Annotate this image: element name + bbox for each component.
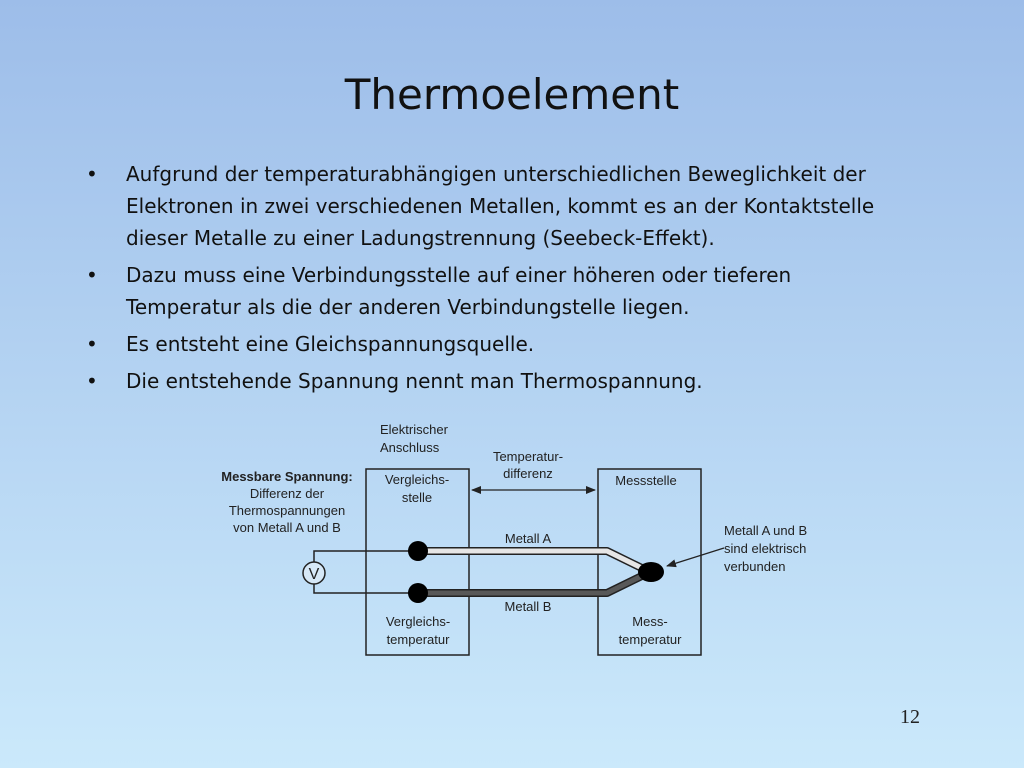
bullet-item — [86, 259, 926, 323]
label-temperaturdifferenz-l2: differenz — [503, 466, 553, 481]
label-messstelle: Messstelle — [615, 473, 677, 488]
bullet-text-line: Temperatur als die der anderen Verbindungstelle liegen. — [126, 295, 690, 319]
label-verbunden-l2: sind elektrisch — [724, 541, 807, 556]
bullet-marker: • — [86, 332, 98, 356]
label-vergleichsstelle-l2: stelle — [401, 490, 433, 505]
bullet-item — [86, 328, 926, 360]
bullet-marker: • — [86, 369, 98, 393]
junction-pointer-arrow — [667, 548, 724, 566]
label-messtemperatur-l2: temperatur — [618, 632, 682, 647]
label-messtemperatur-l1: Mess- — [632, 614, 668, 629]
label-messbare-l3: Thermospannungen — [228, 503, 346, 518]
measuring-junction — [638, 562, 664, 582]
bullet-item — [86, 365, 926, 397]
bullet-list — [86, 158, 926, 402]
bullet-text-line: Elektronen in zwei verschiedenen Metallen, kommt es an der Kontaktstelle — [126, 194, 875, 218]
label-verbunden-l3: verbunden — [724, 559, 786, 574]
label-anschluss: Anschluss — [380, 440, 440, 455]
bullet-text-line: Dazu muss eine Verbindungsstelle auf einer höheren oder tieferen — [126, 263, 792, 287]
label-vergleichstemperatur-l2: temperatur — [386, 632, 450, 647]
label-messbare-spannung: Messbare Spannung: — [221, 469, 353, 484]
voltmeter-label: V — [308, 566, 320, 583]
label-temperaturdifferenz-l1: Temperatur- — [492, 449, 564, 464]
label-messbare-l2: Differenz der — [249, 486, 325, 501]
slide-title: Thermoelement — [344, 70, 680, 119]
page-number: 12 — [900, 706, 920, 728]
thermocouple-diagram — [200, 410, 840, 670]
label-vergleichsstelle-l1: Vergleichs- — [384, 472, 450, 487]
bullet-text-line: Aufgrund der temperaturabhängigen unterschiedlichen Beweglichkeit der — [126, 162, 866, 186]
bullet-marker: • — [86, 263, 98, 287]
bullet-marker: • — [86, 162, 98, 186]
bullet-text-line: Es entsteht eine Gleichspannungsquelle. — [126, 332, 535, 356]
label-verbunden-l1: Metall A und B — [724, 523, 808, 538]
bullet-item — [86, 158, 926, 254]
label-vergleichstemperatur-l1: Vergleichs- — [385, 614, 451, 629]
bullet-text-line: Die entstehende Spannung nennt man Thermospannung. — [126, 369, 703, 393]
label-messbare-l4: von Metall A und B — [233, 520, 341, 535]
label-metall-b: Metall B — [504, 599, 552, 614]
label-metall-a: Metall A — [504, 531, 552, 546]
label-elektrischer: Elektrischer — [380, 422, 448, 437]
bullet-text-line: dieser Metalle zu einer Ladungstrennung (Seebeck-Effekt). — [126, 226, 715, 250]
reference-junction-b — [408, 583, 428, 603]
reference-junction-a — [408, 541, 428, 561]
